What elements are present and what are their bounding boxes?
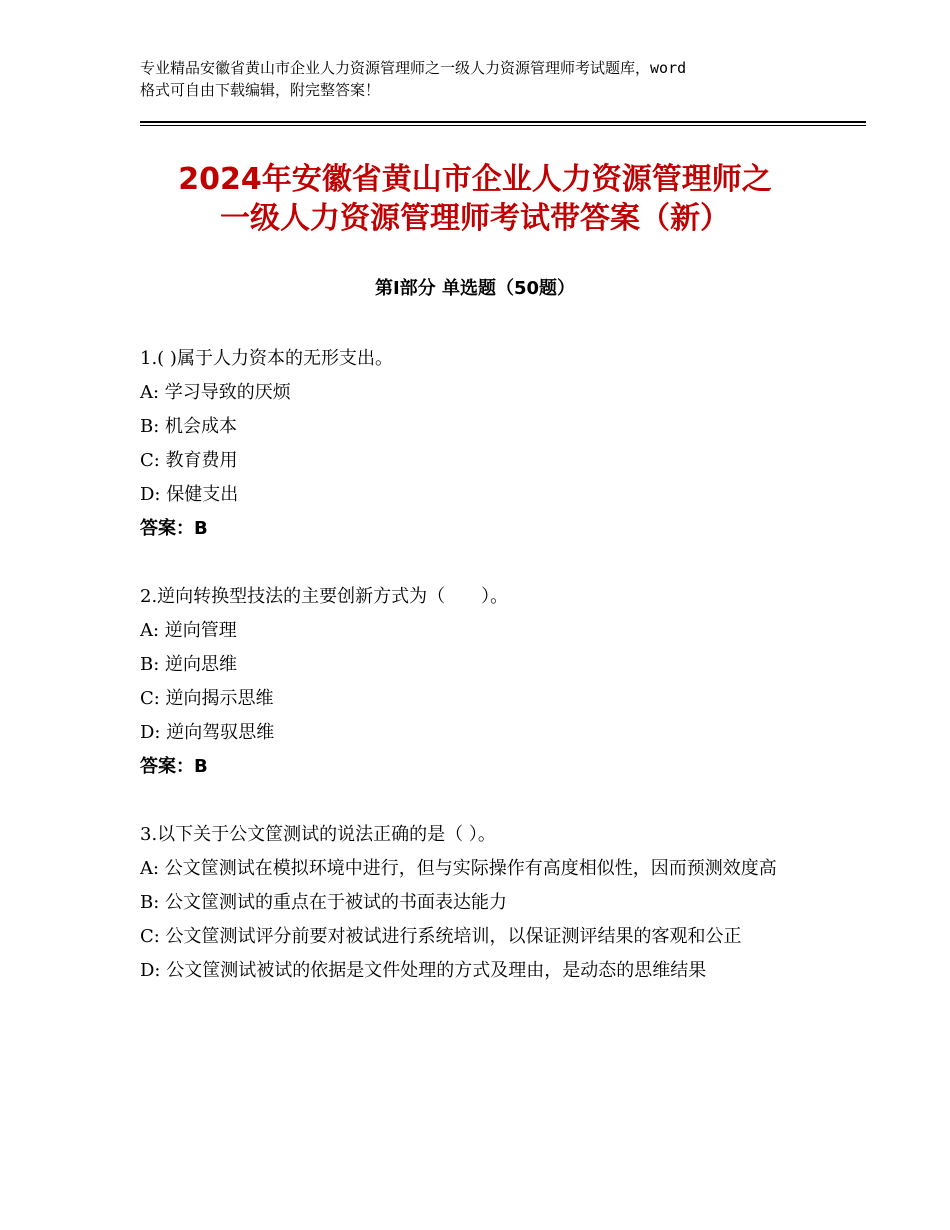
option-d: D: 逆向驾驭思维 xyxy=(140,722,275,743)
question-list xyxy=(140,342,820,1022)
option-d: D: 公文筐测试被试的依据是文件处理的方式及理由，是动态的思维结果 xyxy=(140,960,707,981)
document-title-line-1: 2024年安徽省黄山市企业人力资源管理师之 xyxy=(178,162,772,197)
option-b: B: 公文筐测试的重点在于被试的书面表达能力 xyxy=(140,892,508,913)
document-title-line-2: 一级人力资源管理师考试带答案（新） xyxy=(220,201,730,236)
question-stem: 1.( )属于人力资本的无形支出。 xyxy=(140,348,393,369)
option-a: A: 公文筐测试在模拟环境中进行，但与实际操作有高度相似性，因而预测效度高 xyxy=(140,858,777,879)
option-a: A: 学习导致的厌烦 xyxy=(140,382,291,403)
option-c: C: 教育费用 xyxy=(140,450,238,471)
answer-label: 答案：B xyxy=(140,518,208,539)
question-1 xyxy=(140,342,820,546)
option-a: A: 逆向管理 xyxy=(140,620,237,641)
header-note xyxy=(140,57,830,101)
question-3 xyxy=(140,818,820,988)
option-b: B: 逆向思维 xyxy=(140,654,238,675)
question-stem: 3.以下关于公文筐测试的说法正确的是（ ）。 xyxy=(140,824,496,845)
option-c: C: 公文筐测试评分前要对被试进行系统培训，以保证测评结果的客观和公正 xyxy=(140,926,742,947)
document-title xyxy=(100,160,850,238)
header-note-line-2: 格式可自由下载编辑，附完整答案！ xyxy=(140,81,381,99)
answer-label: 答案：B xyxy=(140,756,208,777)
section-title: 第Ⅰ部分 单选题（50题） xyxy=(374,278,575,299)
question-stem: 2.逆向转换型技法的主要创新方式为（ ）。 xyxy=(140,586,509,607)
header-divider-thin xyxy=(140,125,866,126)
option-c: C: 逆向揭示思维 xyxy=(140,688,274,709)
option-b: B: 机会成本 xyxy=(140,416,238,437)
header-note-line-1: 专业精品安徽省黄山市企业人力资源管理师之一级人力资源管理师考试题库，word xyxy=(140,59,687,77)
header-divider-thick xyxy=(140,121,866,123)
question-2 xyxy=(140,580,820,784)
option-d: D: 保健支出 xyxy=(140,484,239,505)
